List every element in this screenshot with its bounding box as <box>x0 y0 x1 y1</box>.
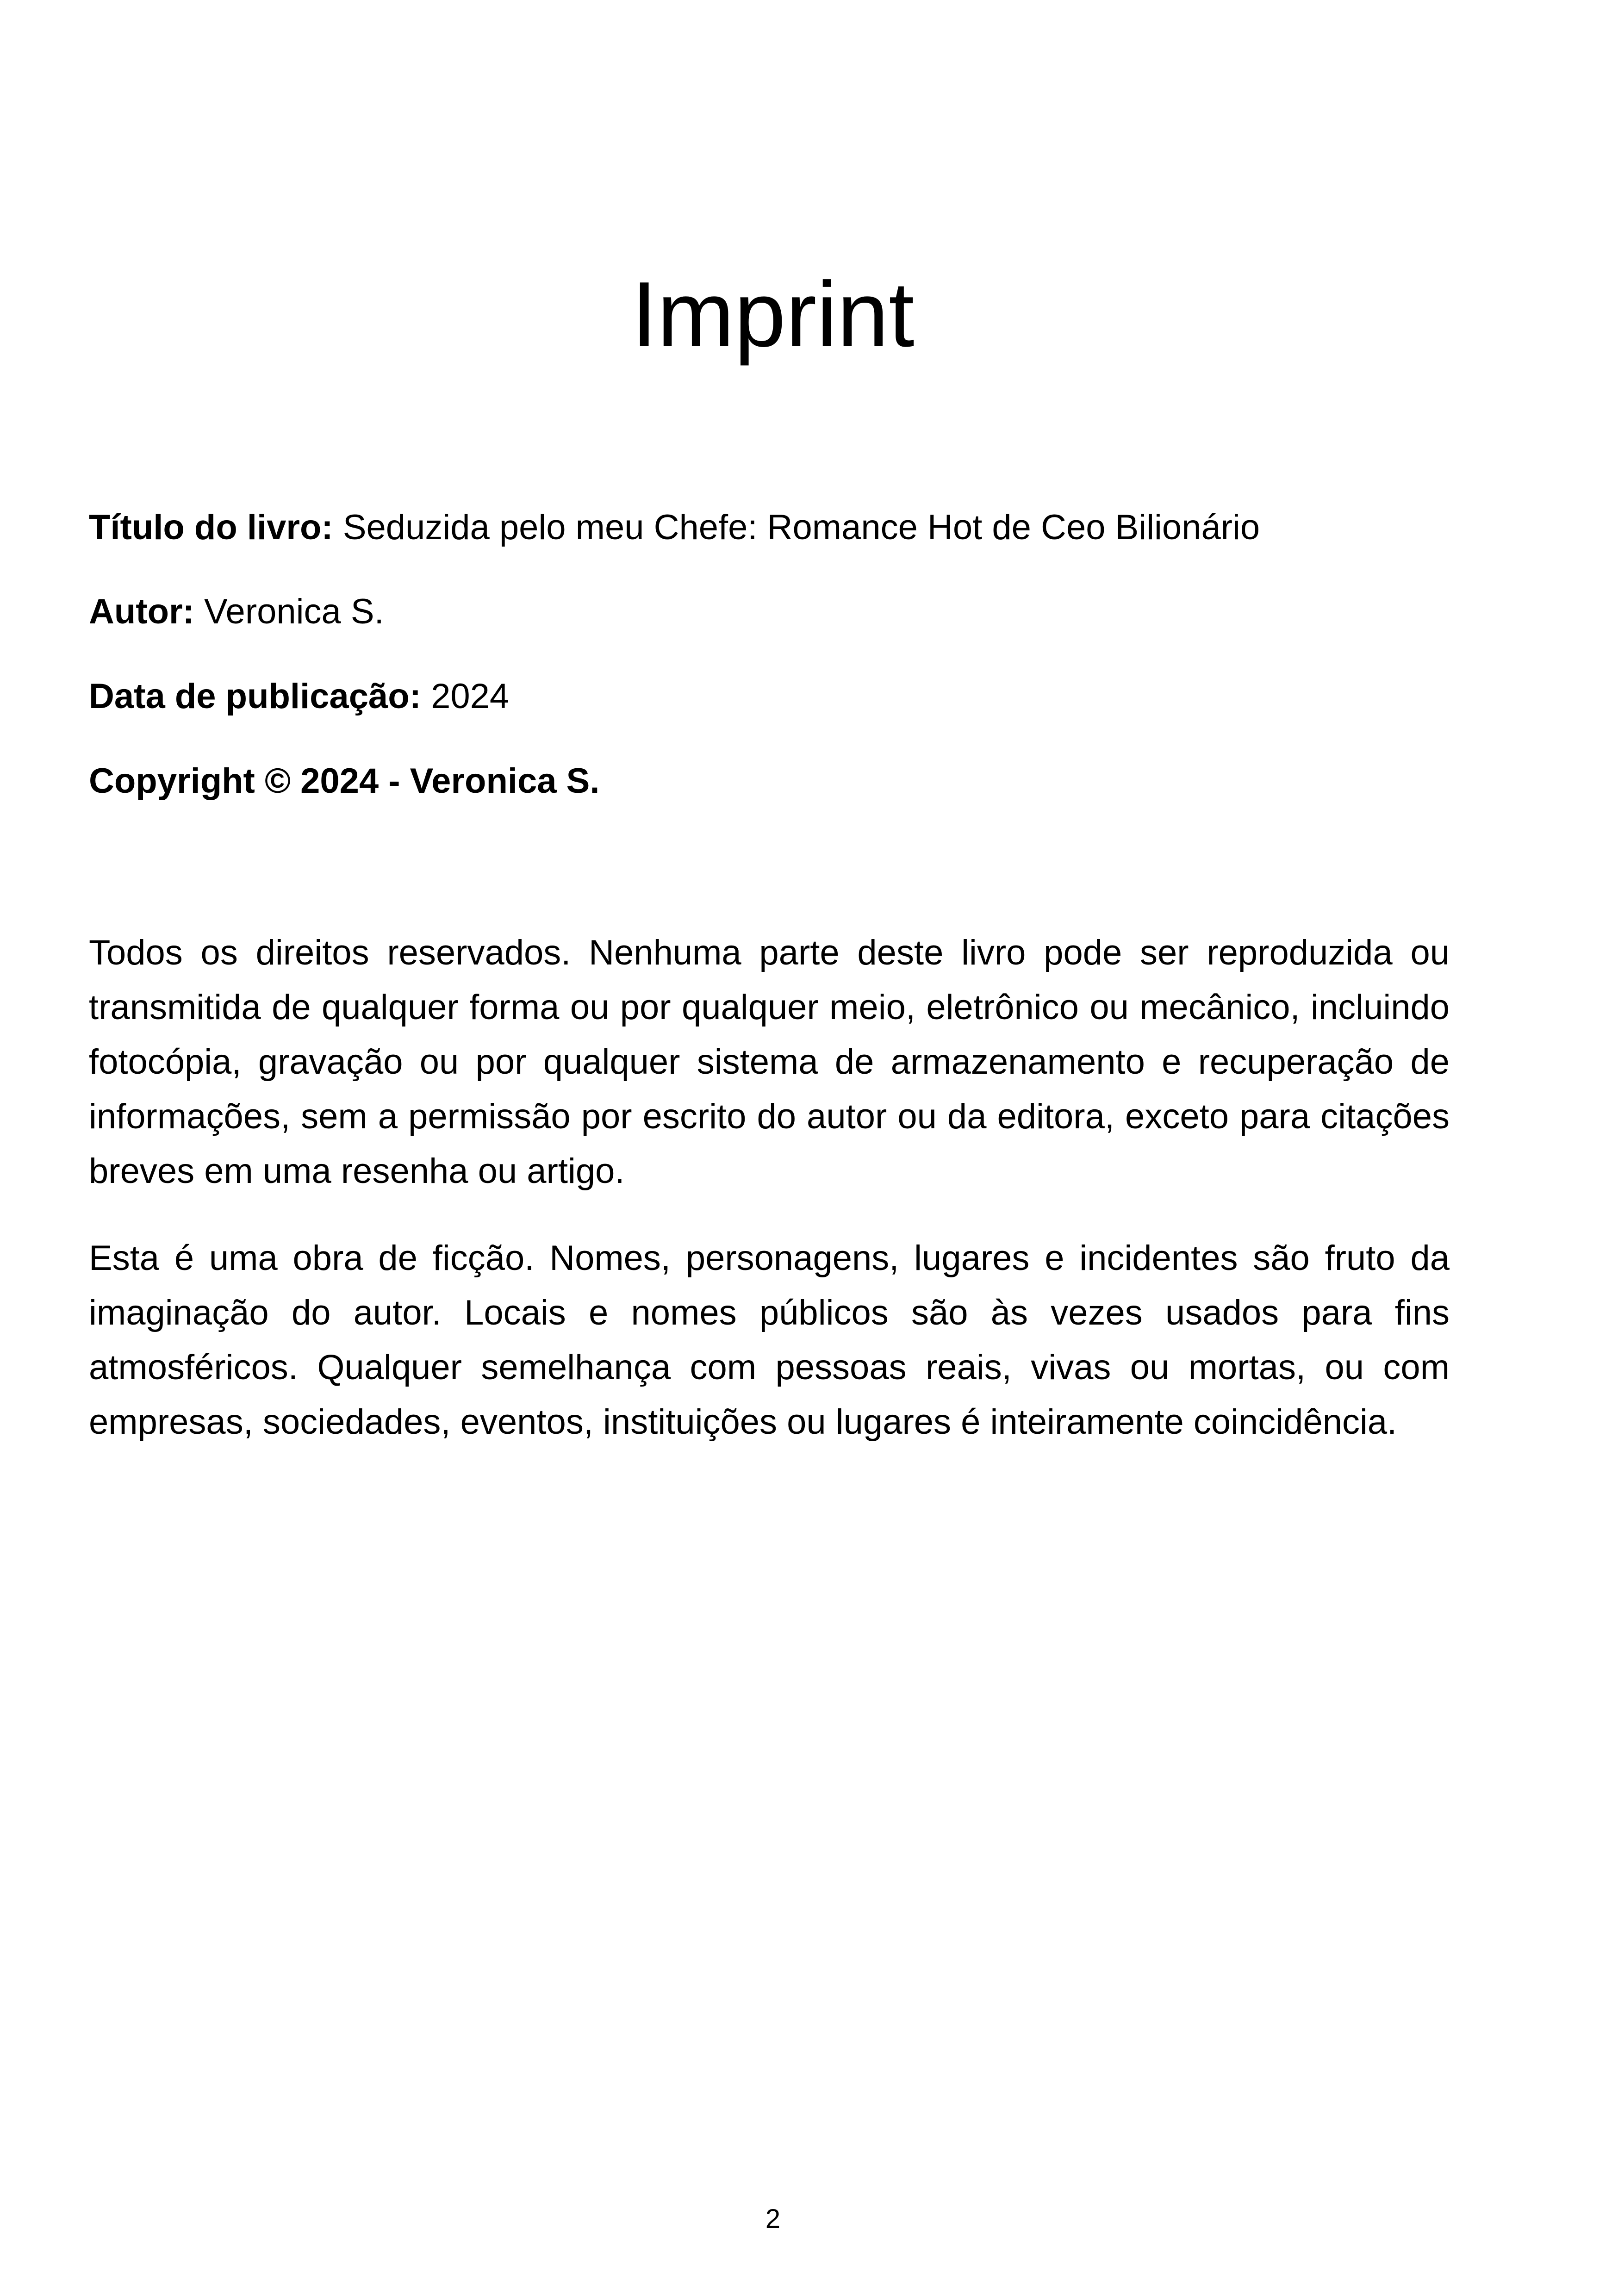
page-number: 2 <box>765 2204 781 2234</box>
book-title-label: Título do livro: <box>89 508 333 547</box>
publication-date-label: Data de publicação: <box>89 677 421 716</box>
author-label: Autor: <box>89 592 194 631</box>
rights-paragraph: Todos os direitos reservados. Nenhuma parte deste livro pode ser reproduzida ou transmitida de qualquer forma ou por qualquer meio, eletrônico ou mecânico, incluindo fotocópia, gravação ou por qualquer sistema de armazenamento e recuperação de informações, sem a permissão por escrito do autor ou da editora, exceto para citações breves em uma resenha ou artigo. <box>89 933 1450 1191</box>
book-title-value: Seduzida pelo meu Chefe: Romance Hot de Ceo Bilionário <box>333 508 1260 547</box>
author-value: Veronica S. <box>194 592 384 631</box>
publication-date-value: 2024 <box>421 677 510 716</box>
book-title-line <box>89 504 1477 551</box>
copyright-line: Copyright © 2024 - Veronica S. <box>89 761 600 801</box>
page-title: Imprint <box>631 263 915 366</box>
publication-date-line <box>89 673 1477 720</box>
author-line <box>89 589 1477 635</box>
fiction-disclaimer-paragraph: Esta é uma obra de ficção. Nomes, personagens, lugares e incidentes são fruto da imaginação do autor. Locais e nomes públicos são às vezes usados para fins atmosféricos. Qualquer semelhança com pessoas reais, vivas ou mortas, ou com empresas, sociedades, eventos, instituições ou lugares é inteiramente coincidência. <box>89 1238 1450 1442</box>
